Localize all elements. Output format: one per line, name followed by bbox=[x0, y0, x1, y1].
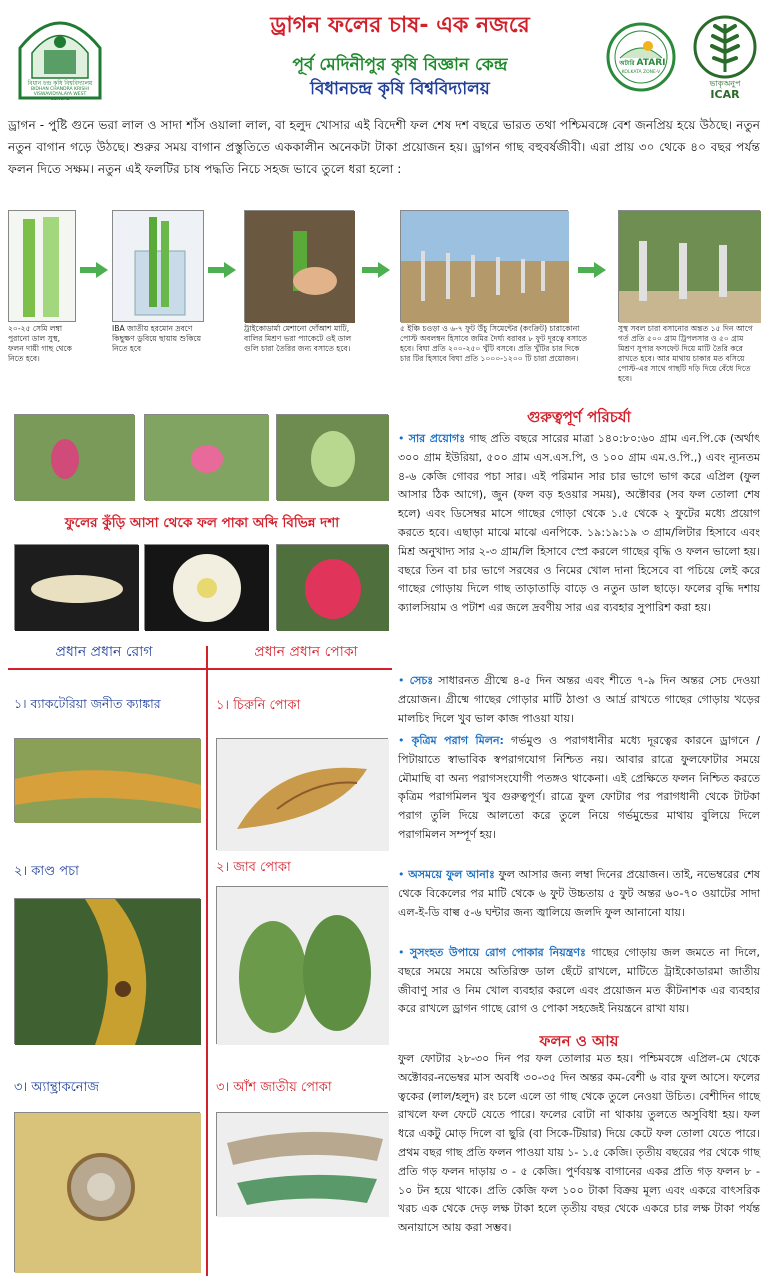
arrow-icon bbox=[362, 262, 390, 282]
care-section-irrigation bbox=[398, 672, 760, 728]
step-photo-hormone bbox=[112, 210, 204, 322]
bckv-logo-sub: BIDHAN CHANDRA KRISHI VISWAVIDYALAYA WEST BENGAL bbox=[31, 87, 89, 102]
diseases-heading: প্রধান প্রধান রোগ bbox=[55, 644, 153, 660]
bullet-icon: • bbox=[398, 734, 412, 747]
bullet-icon: • bbox=[398, 868, 409, 881]
care-label-fertilizer: সার প্রয়োগঃ bbox=[408, 432, 466, 445]
icar-logo-label: ICAR bbox=[710, 88, 740, 101]
pest-item-1: ১। চিরুনি পোকা bbox=[216, 698, 301, 713]
care-heading: গুরুত্বপূর্ণ পরিচর্যা bbox=[527, 408, 631, 426]
care-text-pollination: গর্ভমুণ্ড ও পরাগধানীর মধ্যে দূরত্বের কারনে ড্রাগনে / পিটায়াতে স্বাভাবিক স্বপরাগযোগ নিশ্চিত নয়। আবার রাত্রে ফুলফোটার সময়ে মৌমাছি বা অন্য পরাগসংযোগী পতঙ্গও থাকেনা। এই প্রেক্ষিতে ফলন নিশ্চিত করতে কৃত্রিম পরাগমিলন খুব গুরুত্বপূর্ণ। রাত্রে ফুল ফোটার পর পরাগধানী থেকে টাটকা পরাগ তুলি দিয়ে আলতো করে তুলে নিয়ে গর্ভমুন্ডের মাথায় বুলিয়ে দিলে পরাগমিলন সম্পূর্ণ হয়। bbox=[398, 734, 760, 841]
pest-photo-comb-bug bbox=[216, 738, 388, 850]
flower-stage-photo-6 bbox=[276, 544, 388, 630]
step-caption-4: ৫ ইঞ্চি চওড়া ও ৬-৭ ফুট উঁচু সিমেন্টের (কংক্রিট) চারাকোনা পোস্ট অবলম্বন হিসাবে জমির দৈর্ঘ্য বরাবর ৮ ফুট দূরত্বে বসাতে হবে। বিঘা প্রতি ২০০-২৫০ খুঁটি বসবে। প্রতি খুঁটির চার দিকে চার টির হিসাবে বিঘা প্রতি ১০০০-১২০০ টি চারা প্রয়োজন। bbox=[400, 324, 587, 363]
disease-photo-anthracnose bbox=[14, 1112, 200, 1272]
icar-logo bbox=[690, 14, 760, 104]
bckv-logo-caption: বিধান চন্দ্র কৃষি বিশ্ববিদ্যালয় bbox=[27, 80, 93, 87]
disease-photo-canker bbox=[14, 738, 200, 822]
step-caption-1: ২০-২৫ সেমি লম্বা পুরানো ডাল সুস্থ, ফলন দায়ী গাছ থেকে নিতে হবে। bbox=[8, 324, 72, 363]
care-text-fertilizer: গাছ প্রতি বছরে সারের মাত্রা ১৪০:৮০:৬০ গ্রাম এন.পি.কে (অর্থাৎ ৩০০ গ্রাম ইউরিয়া, ৫০০ গ্রাম এস.এস.পি, ও ১০০ গ্রাম এম.ও.পি.,) এবং ন্যূনতম ৪-৬ কেজি গোবর পচা সার। এই পরিমান সার চার ভাগে ভাগ করে এপ্রিল (ফুল আসার ঠিক আগে), জুন (ফল বড় হওয়ার সময়), অক্টোবর (সব ফল তোলা শেষ হলে) এবং ডিসেম্বর মাসে গাছের গোড়া থেকে ১.৫ থেকে ২ ফুটের মধ্যে প্রয়োগ করতে হবে। এছাড়া মাঝে মাঝে এনপিকে. ১৯:১৯:১৯ ৩ গ্রাম/লিটার হিসাবে এবং মিশ্র অনুখাদ্য সার ২-৩ গ্রাম/লি হিসাবে স্প্রে করলে গাছের বৃদ্ধি ও ফলন ভালো হয়। বছরে তিন বা চার ভাগে সরষের ও নিমের খোল দানা হিসেবে বা পচিয়ে লেই করে গাছের গোড়ায় দিলে গাছ তাড়াতাড়ি বাড়ে ও নতুন ডাল ছাড়ে। ফলের বৃদ্ধি দশায় ক্যালসিয়াম ও পটাশ এর জলে দ্রবণীয় সার এর ব্যবহার সুপারিশ করা হয়। bbox=[398, 432, 760, 615]
income-paragraph: ফুল ফোটার ২৮-৩০ দিন পর ফল তোলার মত হয়। পশ্চিমবঙ্গে এপ্রিল-মে থেকে অক্টোবর-নভেম্বর মাস অবধি ৩০-৩৫ দিন অন্তর কম-বেশী ৬ বার ফুল আসে। ফলের ত্বকের (লাল/হলুদ) রং চলে এলে তা গাছ থেকে তুলে নেওয়া উচিত। বেশীদিন গাছে রাখলে ফল ফেটে যেতে পারে। ফলের বোটা না থাকায় তুলতে অসুবিধা হয়। ফল ধরে একটু মোড় দিলে বা ছুরি (বা সিকে-টিয়ার) দিয়ে কেটে ফল তোলা যেতে পারে। প্রথম বছর গাছ প্রতি ফলন পাওয়া যায় ১- ১.৫ কেজি। তৃতীয় বছরের পর থেকে গাছ প্রতি গড় ফলন দাড়ায় ৩ - ৫ কেজি। পুর্ণবয়স্ক বাগানের একর প্রতি গড় ফলন ৮ - ১০ টন হয়ে থাকে। প্রতি কেজি ফল ১০০ টাকা বিক্রয় মূল্য এবং একরে বাৎসরিক খরচ এক থেকে দেড় লক্ষ টাকা হলে তৃতীয় বছর থেকে একরে চার লক্ষ টাকা পর্যন্ত অনায়াসে আয় করা সম্ভব। bbox=[398, 1052, 760, 1235]
pest-photo-aphid bbox=[216, 886, 388, 1044]
care-section-ipm bbox=[398, 944, 760, 1019]
atari-logo-label: ATARI bbox=[636, 58, 666, 68]
step-photo-orchard bbox=[618, 210, 760, 322]
arrow-icon bbox=[80, 262, 108, 282]
bullet-icon: • bbox=[398, 946, 410, 959]
flower-stage-title: ফুলের কুঁড়ি আসা থেকে ফল পাকা অব্দি বিভিন্ন দশা bbox=[64, 515, 340, 531]
intro-paragraph: ড্রাগন - পুষ্টি গুনে ভরা লাল ও সাদা শাঁস ওয়ালা লাল, বা হলুদ খোসার এই বিদেশী ফল শেষ দশ বছরে ভারত তথা পশ্চিমবঙ্গে বেশ জনপ্রিয় হয়ে উঠছে। নতুন নতুন বাগান গড়ে উঠছে। শুরুর সময় বাগান প্রস্তুতিতে এককালীন অনেকটা টাকা প্রয়োজন হয়। ড্রাগন গাছ বহুবর্ষজীবী। এরা প্রায় ৩০ থেকে ৪০ বছর পর্যন্ত ফলন দিতে সক্ষম। নতুন এই ফলটির চাষ পদ্ধতি নিচে সহজ ভাবে তুলে ধরা হলো : bbox=[8, 118, 760, 176]
step-photo-cutting bbox=[8, 210, 76, 322]
pests-heading: প্রধান প্রধান পোকা bbox=[254, 644, 358, 660]
arrow-icon bbox=[208, 262, 236, 282]
icar-logo-bn: ভাকৃঅনুপ bbox=[709, 79, 741, 88]
care-text-irrigation: সাধারনত গ্রীষ্মে ৪-৫ দিন অন্তর এবং শীতে ৭-৯ দিন অন্তর সেচ দেওয়া প্রয়োজন। গ্রীষ্মে গাছের গোড়ার মাটি ঠাণ্ডা ও আর্দ্র রাখতে গাছের গোড়ায় খড়ের মালচিং দিলে খুব ভাল কাজ পাওয়া যায়। bbox=[398, 674, 760, 725]
org-name-kvk: পূর্ব মেদিনীপুর কৃষি বিজ্ঞান কেন্দ্র bbox=[292, 55, 508, 75]
disease-item-3: ৩। অ্যান্থ্রাকনোজ bbox=[14, 1080, 99, 1095]
care-label-ipm: সুসংহত উপায়ে রোগ পোকার নিয়ন্ত্রণঃ bbox=[409, 946, 586, 959]
pest-item-3: ৩। আঁশ জাতীয় পোকা bbox=[216, 1080, 332, 1095]
flower-stage-photo-4 bbox=[14, 544, 138, 630]
pest-item-2: ২। জাব পোকা bbox=[216, 860, 291, 875]
care-label-irrigation: সেচঃ bbox=[409, 674, 434, 687]
pest-photo-scale bbox=[216, 1112, 388, 1216]
atari-logo-sub: KOLKATA ZONE-V bbox=[621, 70, 661, 75]
bullet-icon: • bbox=[398, 674, 410, 687]
section-divider-vertical bbox=[206, 646, 208, 1276]
disease-photo-stem-rot bbox=[14, 898, 200, 1044]
flower-stage-photo-5 bbox=[144, 544, 268, 630]
flower-stage-photo-2 bbox=[144, 414, 268, 500]
atari-logo bbox=[606, 22, 676, 92]
care-label-offseason: অসময়ে ফুল আনাঃ bbox=[408, 868, 495, 881]
care-section-offseason bbox=[398, 866, 760, 922]
income-heading: ফলন ও আয় bbox=[539, 1032, 619, 1050]
care-section-fertilizer bbox=[398, 430, 760, 618]
atari-logo-bn: অটারি bbox=[619, 60, 635, 67]
bckv-logo bbox=[10, 8, 110, 104]
care-section-pollination bbox=[398, 732, 760, 845]
flower-stage-photo-1 bbox=[14, 414, 134, 500]
flower-stage-photo-3 bbox=[276, 414, 388, 500]
disease-item-2: ২। কাণ্ড পচা bbox=[14, 864, 79, 879]
arrow-icon bbox=[578, 262, 606, 282]
care-label-pollination: কৃত্রিম পরাগ মিলন: bbox=[411, 734, 504, 747]
disease-item-1: ১। ব্যাকটেরিয়া জনীত ক্যাঙ্কার bbox=[14, 696, 161, 711]
care-text-offseason: ফুল আসার জন্য লম্বা দিনের প্রয়োজন। তাই, নভেম্বরের শেষ থেকে বিকেলের পর মাটি থেকে ৬ ফুট উচ্চতায় ৫ ফুট অন্তর ৬০-৭০ ওয়াটের সাদা এল-ই-ডি বাল্ব ৫-৬ ঘন্টার জন্য জ্বালিয়ে জলদি ফুল আনানো যায়। bbox=[398, 868, 760, 919]
step-photo-planting bbox=[244, 210, 354, 322]
step-caption-3: ট্রাইকোডার্মা মেশানো দোঁআশ মাটি, বালির মিশ্রণ ভরা প্যাকেটে ওই ডাল গুলি চারা তৈরির জন্য বসাতে হবে। bbox=[244, 324, 352, 353]
section-divider-horizontal bbox=[8, 668, 392, 670]
step-photo-posts bbox=[400, 210, 568, 322]
care-text-ipm: গাছের গোড়ায় জল জমতে না দিলে, বছরে সময়ে সময়ে অতিরিক্ত ডাল ছেঁটে রাখলে, মাটিতে ট্রাইকোডারমা জাতীয় জীবাণু সার ও নিম খোল ব্যবহার করলে এবং প্রয়োজন মত কীটনাশক এর ব্যবহার করে রাখলে ড্রাগন গাছে রোগ ও পোকা সহজেই নিয়ন্ত্রনে রাখা যায়। bbox=[398, 946, 761, 1016]
page-title: ড্রাগন ফলের চাষ- এক নজরে bbox=[270, 13, 530, 38]
step-caption-2: IBA জাতীয় হরমোন দ্রবণে কিছুক্ষণ ডুবিয়ে ছায়ায় শুকিয়ে নিতে হবে bbox=[112, 324, 202, 353]
org-name-university: বিধানচন্দ্র কৃষি বিশ্ববিদ্যালয় bbox=[310, 79, 490, 99]
step-caption-5: সুস্থ সবল চারা বসানোর অন্তত ১৫ দিন আগে গর্ত প্রতি ৫০০ গ্রাম ট্রিপলসার ও ৫০ গ্রাম মিশ্রণ সুপার ফসফেট দিয়ে মাটি তৈরি করে রাখতে হবে। আর মাথায় চাকার মত বসিয়ে পোস্ট-এর সাথে গাছটি দড়ি দিয়ে বেঁধে দিতে হবে। bbox=[618, 324, 753, 383]
bullet-icon: • bbox=[398, 432, 409, 445]
